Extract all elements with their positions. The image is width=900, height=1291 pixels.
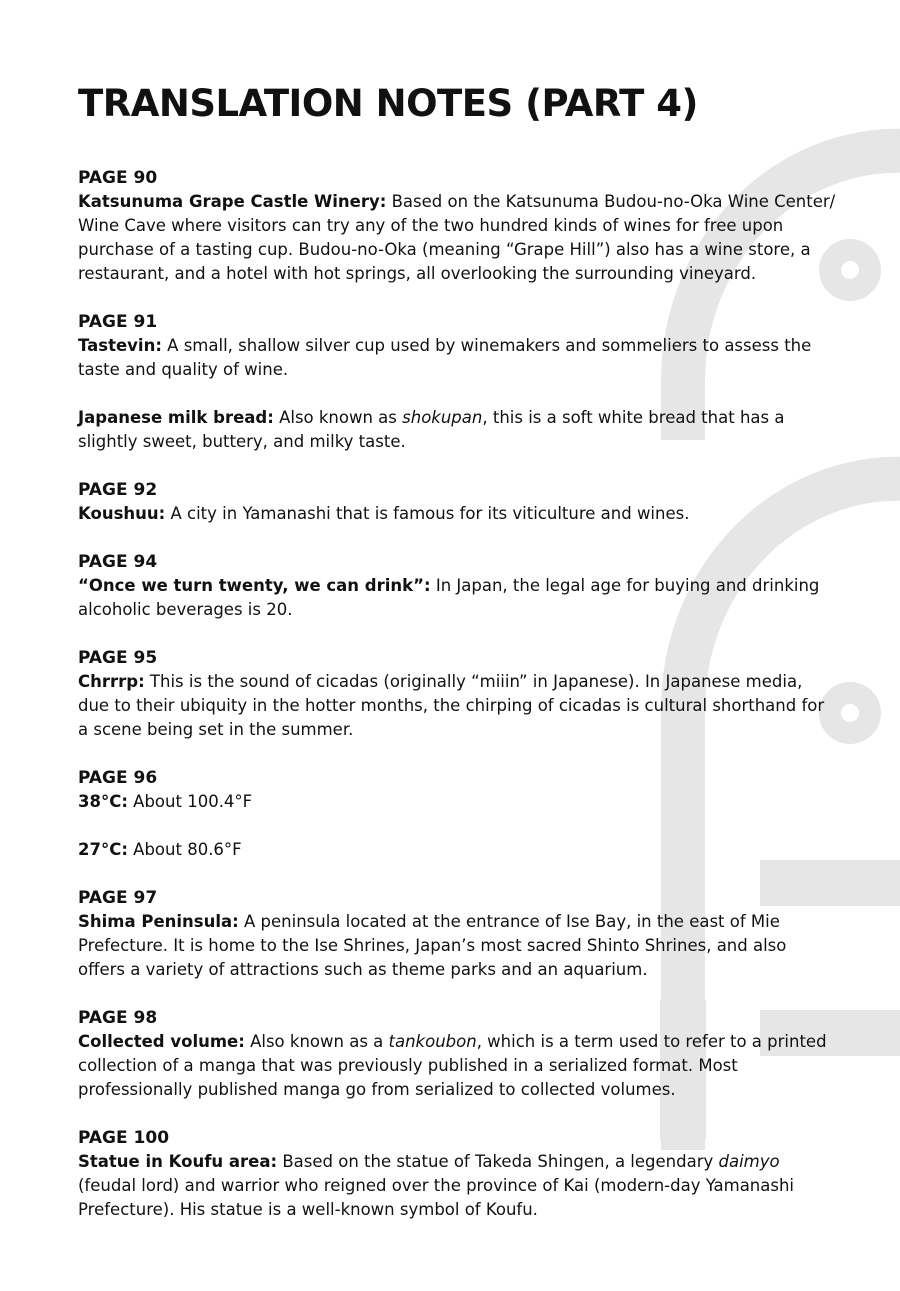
note-term: Katsunuma Grape Castle Winery:: [78, 192, 387, 211]
note-term: “Once we turn twenty, we can drink”:: [78, 576, 431, 595]
note-term: Collected volume:: [78, 1032, 245, 1051]
notes-section: [78, 1126, 838, 1222]
note-term: Shima Peninsula:: [78, 912, 239, 931]
translation-note: [78, 190, 838, 286]
note-text: , this is a soft white bread that has a slightly sweet, buttery, and milky taste.: [78, 408, 785, 451]
note-text: A small, shallow silver cup used by winemakers and sommeliers to assess the taste and quality of wine.: [78, 336, 812, 379]
translation-note: [78, 574, 838, 622]
note-text: In Japan, the legal age for buying and drinking alcoholic beverages is 20.: [78, 576, 820, 619]
note-text: , which is a term used to refer to a printed collection of a manga that was previously published in a serialized format. Most professionally published manga go from serialized to collected volumes.: [78, 1032, 827, 1099]
notes-section: [78, 766, 838, 862]
note-text: A peninsula located at the entrance of Ise Bay, in the east of Mie Prefecture. It is home to the Ise Shrines, Japan’s most sacred Shinto Shrines, and also offers a variety of attractions such as theme parks and an aquarium.: [78, 912, 787, 979]
translation-note: [78, 502, 838, 526]
notes-section: [78, 310, 838, 454]
note-text: About 80.6°F: [127, 840, 242, 859]
page-number-heading: PAGE 97: [78, 888, 158, 908]
page-number-heading: PAGE 98: [78, 1008, 158, 1028]
page-number-heading: PAGE 91: [78, 312, 158, 332]
notes-section: [78, 646, 838, 742]
translation-note: [78, 334, 838, 382]
translation-notes-page: [78, 82, 838, 1246]
translation-note: [78, 910, 838, 982]
page-number-heading: PAGE 90: [78, 168, 158, 188]
translation-note: [78, 790, 838, 814]
note-term: Tastevin:: [78, 336, 162, 355]
note-term: Statue in Koufu area:: [78, 1152, 278, 1171]
notes-section: [78, 1006, 838, 1102]
note-text: Also known as a: [244, 1032, 389, 1051]
note-text: About 100.4°F: [127, 792, 253, 811]
note-text: Based on the statue of Takeda Shingen, a legendary: [277, 1152, 719, 1171]
page-number-heading: PAGE 92: [78, 480, 158, 500]
page-number-heading: PAGE 95: [78, 648, 158, 668]
note-term: Chrrrp:: [78, 672, 145, 691]
note-term: Japanese milk bread:: [78, 408, 274, 427]
note-italic-term: tankoubon: [388, 1032, 477, 1051]
note-italic-term: daimyo: [718, 1152, 780, 1171]
note-term: Koushuu:: [78, 504, 166, 523]
note-text: A city in Yamanashi that is famous for its viticulture and wines.: [165, 504, 690, 523]
page-number-heading: PAGE 96: [78, 768, 158, 788]
translation-note: [78, 1150, 838, 1222]
note-term: 38°C:: [78, 792, 128, 811]
translation-note: [78, 1030, 838, 1102]
translation-note: [78, 838, 838, 862]
notes-section: [78, 550, 838, 622]
notes-list: [78, 166, 838, 1222]
translation-note: [78, 406, 838, 454]
notes-section: [78, 886, 838, 982]
page-number-heading: PAGE 94: [78, 552, 158, 572]
notes-section: [78, 478, 838, 526]
notes-section: [78, 166, 838, 286]
note-text: Based on the Katsunuma Budou-no-Oka Wine Center/ Wine Cave where visitors can try any of the two hundred kinds of wines for free upon purchase of a tasting cup. Budou-no-Oka (meaning “Grape Hill”) also has a wine store, a restaurant, and a hotel with hot springs, all overlooking the surrounding vineyard.: [78, 192, 836, 283]
note-text: Also known as: [273, 408, 403, 427]
note-text: (feudal lord) and warrior who reigned over the province of Kai (modern-day Yamanashi Prefecture). His statue is a well-known symbol of Koufu.: [78, 1176, 795, 1219]
page-title: TRANSLATION NOTES (PART 4): [78, 82, 698, 125]
note-italic-term: shokupan: [402, 408, 483, 427]
note-text: This is the sound of cicadas (originally “miiin” in Japanese). In Japanese media, due to their ubiquity in the hotter months, the chirping of cicadas is cultural shorthand for a scene being set in the summer.: [78, 672, 825, 739]
note-term: 27°C:: [78, 840, 128, 859]
translation-note: [78, 670, 838, 742]
page-number-heading: PAGE 100: [78, 1128, 170, 1148]
